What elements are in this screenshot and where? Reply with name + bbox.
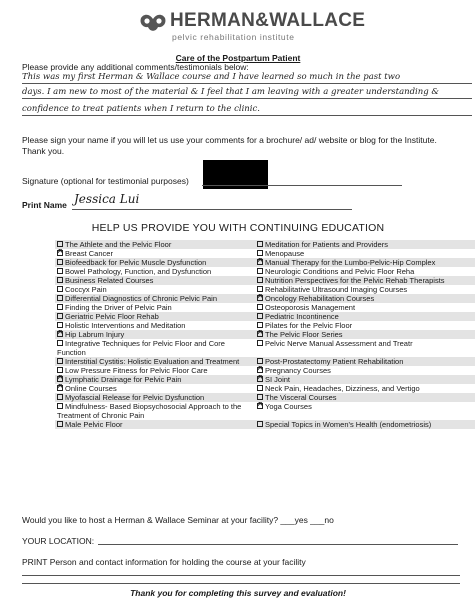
checkbox-icon[interactable]: [257, 358, 263, 364]
institute-logo: [138, 10, 366, 44]
course-option[interactable]: [55, 285, 255, 294]
course-option[interactable]: [255, 285, 475, 294]
checkbox-icon[interactable]: [257, 304, 263, 310]
permission-text: Please sign your name if you will let us use your comments for a brochure/ ad/ website or blog for the Institute.: [22, 135, 437, 145]
course-label: Manual Therapy for the Lumbo-Pelvic-Hip Complex: [265, 258, 436, 267]
print-person-label: PRINT Person and contact information for holding the course at your facility: [22, 557, 306, 567]
course-label: Online Courses: [65, 384, 117, 393]
course-option[interactable]: [55, 312, 255, 321]
checkbox-icon[interactable]: [57, 304, 63, 310]
thank-you-short: Thank you.: [22, 146, 65, 156]
checkbox-icon[interactable]: [257, 322, 263, 328]
course-option[interactable]: [55, 321, 255, 330]
course-option[interactable]: [55, 276, 255, 285]
print-name-value[interactable]: Jessica Lui: [74, 192, 140, 206]
course-option[interactable]: [55, 366, 255, 375]
course-label: Holistic Interventions and Meditation: [65, 321, 186, 330]
comment-rule: [22, 83, 472, 84]
course-label: Pregnancy Courses: [265, 366, 331, 375]
continuing-education-heading: HELP US PROVIDE YOU WITH CONTINUING EDUCATION: [91, 222, 385, 234]
course-option[interactable]: [255, 357, 475, 366]
comment-line-3[interactable]: confidence to treat patients when I return to the clinic.: [22, 104, 260, 114]
course-option[interactable]: [55, 294, 255, 303]
checkbox-icon[interactable]: [257, 394, 263, 400]
checked-checkbox-icon[interactable]: [57, 331, 63, 337]
course-option[interactable]: [255, 240, 475, 249]
course-label: Mindfulness- Based Biopsychosocial Approach to the Treatment of Chronic Pain: [57, 402, 242, 420]
checked-checkbox-icon[interactable]: [257, 376, 263, 382]
course-label: SI Joint: [265, 375, 291, 384]
course-option[interactable]: [55, 420, 255, 429]
course-option[interactable]: [55, 330, 255, 339]
course-option[interactable]: [255, 339, 475, 357]
course-label: Pelvic Nerve Manual Assessment and Treatr: [265, 339, 413, 348]
course-label: Pediatric Incontinence: [265, 312, 339, 321]
course-option[interactable]: [255, 303, 475, 312]
checkbox-icon[interactable]: [57, 421, 63, 427]
comment-rule: [22, 115, 472, 116]
logo-name: HERMAN&WALLACE: [170, 10, 366, 31]
course-option[interactable]: [255, 366, 475, 375]
checkbox-icon[interactable]: [257, 313, 263, 319]
course-option[interactable]: [255, 312, 475, 321]
checkbox-icon[interactable]: [257, 340, 263, 346]
course-label: Post-Prostatectomy Patient Rehabilitation: [265, 357, 404, 366]
course-label: The Visceral Courses: [265, 393, 337, 402]
closing-message: Thank you for completing this survey and evaluation!: [130, 588, 346, 598]
course-label: Lymphatic Drainage for Pelvic Pain: [65, 375, 182, 384]
course-label: Menopause: [265, 249, 305, 258]
course-option[interactable]: [255, 402, 475, 420]
course-option[interactable]: [55, 258, 255, 267]
course-label: Bowel Pathology, Function, and Dysfunction: [65, 267, 212, 276]
checked-checkbox-icon[interactable]: [257, 403, 263, 409]
course-label: The Athlete and the Pelvic Floor: [65, 240, 172, 249]
checked-checkbox-icon[interactable]: [257, 295, 263, 301]
course-option[interactable]: [255, 267, 475, 276]
checked-checkbox-icon[interactable]: [257, 331, 263, 337]
course-option[interactable]: [55, 267, 255, 276]
signature-field[interactable]: [202, 185, 402, 186]
course-option[interactable]: [255, 249, 475, 258]
course-label: Meditation for Patients and Providers: [265, 240, 388, 249]
course-option[interactable]: [255, 375, 475, 384]
course-label: Nutrition Perspectives for the Pelvic Rehab Therapists: [265, 276, 445, 285]
course-option[interactable]: [255, 276, 475, 285]
course-label: The Pelvic Floor Series: [265, 330, 343, 339]
checkbox-icon[interactable]: [57, 268, 63, 274]
signature-label: Signature (optional for testimonial purposes): [22, 176, 189, 186]
course-label: Biofeedback for Pelvic Muscle Dysfunction: [65, 258, 207, 267]
course-option[interactable]: [55, 240, 255, 249]
checkbox-icon[interactable]: [257, 286, 263, 292]
comment-rule: [22, 98, 472, 99]
contact-field[interactable]: [22, 583, 460, 584]
course-label: Osteoporosis Management: [265, 303, 356, 312]
course-label: Special Topics in Women's Health (endometriosis): [265, 420, 432, 429]
course-label: Differential Diagnostics of Chronic Pelvic Pain: [65, 294, 218, 303]
checkbox-icon[interactable]: [57, 241, 63, 247]
pelvis-logo-icon: [138, 12, 168, 36]
checked-checkbox-icon[interactable]: [57, 376, 63, 382]
course-checklist: [55, 240, 475, 429]
course-label: Business Related Courses: [65, 276, 154, 285]
course-label: Neurologic Conditions and Pelvic Floor Reha: [265, 267, 415, 276]
checkbox-icon[interactable]: [57, 403, 63, 409]
course-label: Oncology Rehabilitation Courses: [265, 294, 375, 303]
print-name-label: Print Name: [22, 200, 67, 210]
comment-line-2[interactable]: days. I am new to most of the material & I feel that I am leaving with a greater understanding &: [22, 87, 439, 97]
course-label: Hip Labrum Injury: [65, 330, 125, 339]
checkbox-icon[interactable]: [57, 358, 63, 364]
permission-prompt: [22, 135, 462, 157]
contact-field[interactable]: [22, 575, 460, 576]
form-title: Care of the Postpartum Patient: [175, 53, 301, 63]
course-label: Interstitial Cystitis: Holistic Evaluation and Treatment: [65, 357, 240, 366]
course-option[interactable]: [255, 258, 475, 267]
location-label: YOUR LOCATION:: [22, 536, 95, 546]
checked-checkbox-icon[interactable]: [257, 367, 263, 373]
course-label: Low Pressure Fitness for Pelvic Floor Care: [65, 366, 208, 375]
location-field[interactable]: [98, 544, 458, 545]
course-option[interactable]: [55, 375, 255, 384]
course-option[interactable]: [255, 393, 475, 402]
comments-prompt: Please provide any additional comments/testimonials below:: [22, 62, 249, 72]
course-label: Yoga Courses: [265, 402, 312, 411]
checkbox-icon[interactable]: [57, 313, 63, 319]
course-label: Rehabilitative Ultrasound Imaging Courses: [265, 285, 408, 294]
checkbox-icon[interactable]: [57, 259, 63, 265]
course-label: Pilates for the Pelvic Floor: [265, 321, 353, 330]
course-option[interactable]: [55, 402, 255, 420]
course-option[interactable]: [255, 321, 475, 330]
checkbox-icon[interactable]: [57, 295, 63, 301]
checkbox-icon[interactable]: [257, 421, 263, 427]
checkbox-icon[interactable]: [57, 340, 63, 346]
checkbox-icon[interactable]: [57, 277, 63, 283]
print-name-field[interactable]: [72, 209, 352, 210]
logo-tagline: pelvic rehabilitation institute: [172, 32, 295, 42]
course-option[interactable]: [55, 303, 255, 312]
course-option[interactable]: [55, 357, 255, 366]
course-label: Neck Pain, Headaches, Dizziness, and Vertigo: [265, 384, 420, 393]
course-label: Myofascial Release for Pelvic Dysfunction: [65, 393, 205, 402]
checked-checkbox-icon[interactable]: [57, 250, 63, 256]
course-option[interactable]: [255, 384, 475, 393]
course-option[interactable]: [255, 330, 475, 339]
checkbox-icon[interactable]: [57, 394, 63, 400]
course-label: Male Pelvic Floor: [65, 420, 123, 429]
checked-checkbox-icon[interactable]: [57, 385, 63, 391]
checkbox-icon[interactable]: [257, 385, 263, 391]
checkbox-icon[interactable]: [257, 250, 263, 256]
course-option[interactable]: [55, 339, 255, 357]
course-option[interactable]: [55, 249, 255, 258]
comment-line-1[interactable]: This was my first Herman & Wallace course and I have learned so much in the past two: [22, 72, 401, 82]
host-question[interactable]: Would you like to host a Herman & Wallace Seminar at your facility? ___yes ___no: [22, 515, 334, 525]
course-option[interactable]: [55, 384, 255, 393]
checkbox-icon[interactable]: [257, 268, 263, 274]
checkbox-icon[interactable]: [57, 367, 63, 373]
checked-checkbox-icon[interactable]: [257, 259, 263, 265]
checkbox-icon[interactable]: [257, 277, 263, 283]
course-label: Finding the Driver of Pelvic Pain: [65, 303, 172, 312]
course-label: Geriatric Pelvic Floor Rehab: [65, 312, 159, 321]
course-label: Coccyx Pain: [65, 285, 107, 294]
checkbox-icon[interactable]: [57, 322, 63, 328]
course-option[interactable]: [255, 294, 475, 303]
checkbox-icon[interactable]: [57, 286, 63, 292]
course-label: Breast Cancer: [65, 249, 113, 258]
checkbox-icon[interactable]: [257, 241, 263, 247]
course-option[interactable]: [255, 420, 475, 429]
course-option[interactable]: [55, 393, 255, 402]
course-label: Integrative Techniques for Pelvic Floor and Core Function: [57, 339, 225, 357]
